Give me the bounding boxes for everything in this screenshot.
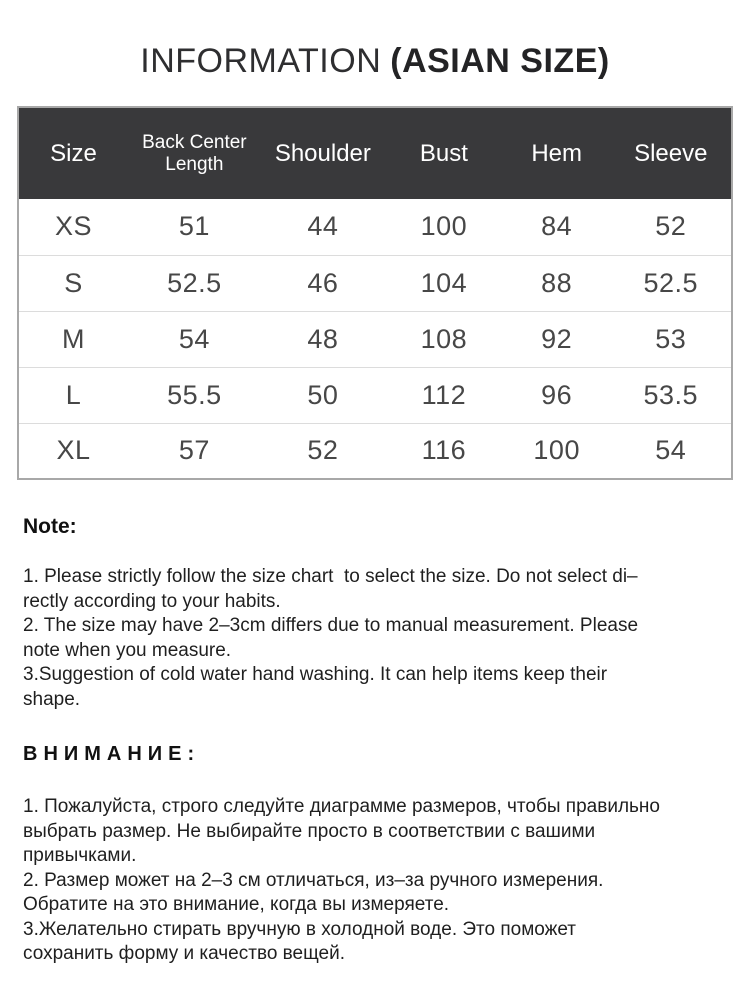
cell-size: XL [56, 435, 91, 466]
cell-shoulder: 52 [307, 435, 339, 466]
note-line-en: 3.Suggestion of cold water hand washing. It can help items keep their [23, 664, 608, 685]
cell-sleeve: 52 [611, 199, 732, 255]
cell-size: M [18, 311, 128, 367]
note-line-en: 2. The size may have 2–3cm differs due to manual measurement. Please [23, 615, 639, 636]
note-line-en: shape. [23, 688, 81, 710]
col-header-shoulder: Shoulder [261, 107, 385, 199]
table-row-xs [18, 199, 732, 255]
cell-bust: 100 [385, 199, 503, 255]
size-chart-table [17, 106, 733, 480]
page-title [0, 0, 750, 81]
table-row-m [18, 311, 732, 367]
cell-size: XS [18, 199, 128, 255]
note-line-ru: выбрать размер. Не выбирайте просто в соответствии с вашими [23, 820, 596, 842]
cell-bust: 104 [385, 255, 503, 311]
cell-sleeve: 54 [655, 435, 687, 466]
note-line-ru: привычками. [23, 845, 137, 866]
cell-shoulder: 48 [261, 311, 385, 367]
note-line-ru: 2. Размер может на 2–3 см отличаться, из–за ручного измерения. [23, 869, 604, 891]
cell-hem: 100 [533, 435, 580, 466]
col-header-hem: Hem [503, 107, 611, 199]
cell-shoulder: 44 [261, 199, 385, 255]
cell-bust: 112 [385, 367, 503, 423]
col-header-size: Size [18, 107, 128, 199]
note-heading-ru: ВНИМАНИЕ: [23, 743, 201, 765]
cell-back-center-length: 54 [128, 311, 261, 367]
note-line-ru: 3.Желательно стирать вручную в холодной воде. Это поможет [23, 918, 577, 940]
note-heading-en: Note: [23, 515, 77, 538]
cell-size: S [18, 255, 128, 311]
col-header-back-center-length-line1: Back Center [142, 131, 247, 153]
note-lines-en [23, 565, 730, 712]
cell-sleeve: 53 [611, 311, 732, 367]
notes-section [20, 515, 730, 967]
col-header-sleeve: Sleeve [611, 107, 732, 199]
note-line-ru: сохранить форму и качество вещей. [23, 943, 345, 964]
cell-bust: 116 [421, 435, 467, 466]
note-line-ru: 1. Пожалуйста, строго следуйте диаграмме размеров, чтобы правильно [23, 796, 660, 817]
col-header-back-center-length-line2: Length [165, 153, 224, 175]
note-line-ru: Обратите на это внимание, когда вы измеряете. [23, 894, 450, 915]
cell-sleeve: 53.5 [611, 367, 732, 423]
note-line-en: rectly according to your habits. [23, 590, 281, 612]
cell-back-center-length: 57 [178, 435, 210, 466]
col-header-bust: Bust [385, 107, 503, 199]
table-header-row [18, 107, 732, 199]
cell-back-center-length: 51 [128, 199, 261, 255]
cell-shoulder: 50 [261, 367, 385, 423]
col-header-back-center-length [128, 107, 261, 199]
cell-hem: 84 [503, 199, 611, 255]
note-line-en: 1. Please strictly follow the size chart to select the size. Do not select di– [23, 566, 638, 587]
table-row-xl [18, 423, 732, 479]
cell-sleeve: 52.5 [611, 255, 732, 311]
note-lines-ru [23, 795, 730, 967]
table-row-l [18, 367, 732, 423]
title-asian-size: (ASIAN SIZE) [390, 42, 610, 80]
cell-back-center-length: 55.5 [128, 367, 261, 423]
title-information: INFORMATION [140, 42, 382, 80]
cell-hem: 92 [503, 311, 611, 367]
cell-shoulder: 46 [261, 255, 385, 311]
cell-bust: 108 [385, 311, 503, 367]
cell-hem: 88 [503, 255, 611, 311]
table-row-s [18, 255, 732, 311]
note-line-en: note when you measure. [23, 639, 232, 661]
cell-hem: 96 [503, 367, 611, 423]
cell-back-center-length: 52.5 [128, 255, 261, 311]
cell-size: L [18, 367, 128, 423]
